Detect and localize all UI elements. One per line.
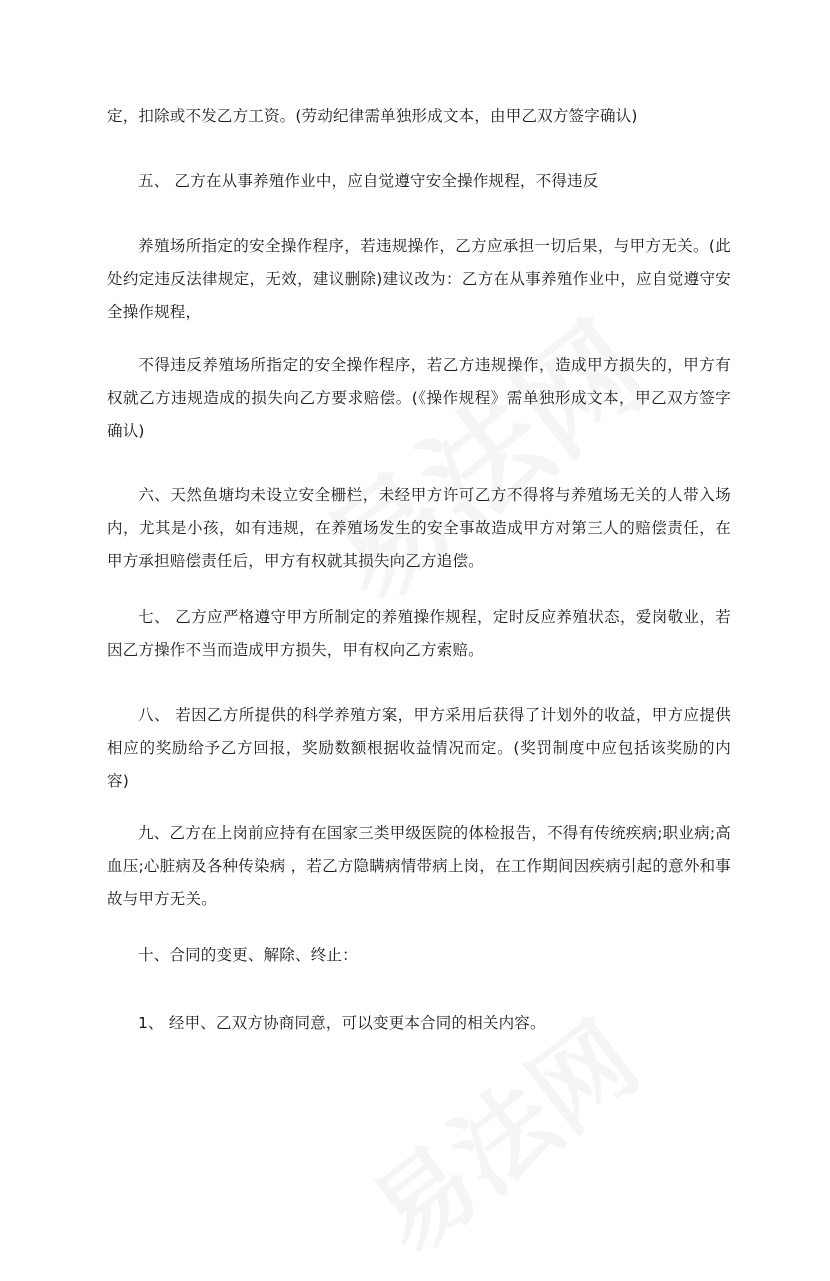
paragraph-clause-10-item-1: 1、 经甲、乙双方协商同意，可以变更本合同的相关内容。 (138, 1014, 546, 1032)
paragraph-clause-5-heading: 五、 乙方在从事养殖作业中，应自觉遵守安全操作规程，不得违反 (138, 172, 599, 190)
paragraph-clause-9: 九、乙方在上岗前应持有在国家三类甲级医院的体检报告，不得有传统疾病;职业病;高血压;心脏病及各种传染病 ，若乙方隐瞒病情带病上岗，在工作期间因疾病引起的意外和事故与甲方无关。 (107, 824, 731, 908)
paragraph-clause-6: 六、天然鱼塘均未设立安全栅栏，未经甲方许可乙方不得将与养殖场无关的人带入场内，尤其是小孩，如有违规，在养殖场发生的安全事故造成甲方对第三人的赔偿责任，在甲方承担赔偿责任后，甲方有权就其损失向乙方追偿。 (107, 486, 731, 570)
paragraph-clause-5-revision: 不得违反养殖场所指定的安全操作程序，若乙方违规操作，造成甲方损失的，甲方有权就乙方违规造成的损失向乙方要求赔偿。(《操作规程》需单独形成文本，甲乙双方签字确认) (107, 356, 731, 440)
paragraph-clause-8: 八、 若因乙方所提供的科学养殖方案，甲方采用后获得了计划外的收益，甲方应提供相应的奖励给予乙方回报，奖励数额根据收益情况而定。(奖罚制度中应包括该奖励的内容) (107, 706, 731, 790)
paragraph-clause-10-heading: 十、合同的变更、解除、终止： (138, 946, 358, 964)
paragraph-clause-5-body: 养殖场所指定的安全操作程序，若违规操作，乙方应承担一切后果，与甲方无关。(此处约定违反法律规定，无效，建议删除)建议改为：乙方在从事养殖作业中，应自觉遵守安全操作规程， (107, 237, 731, 321)
paragraph-labor-discipline-end: 定，扣除或不发乙方工资。(劳动纪律需单独形成文本，由甲乙双方签字确认) (107, 107, 638, 125)
paragraph-clause-7: 七、 乙方应严格遵守甲方所制定的养殖操作规程，定时反应养殖状态，爱岗敬业，若因乙方操作不当而造成甲方损失，甲有权向乙方索赔。 (107, 608, 731, 659)
watermark (285, 277, 675, 634)
